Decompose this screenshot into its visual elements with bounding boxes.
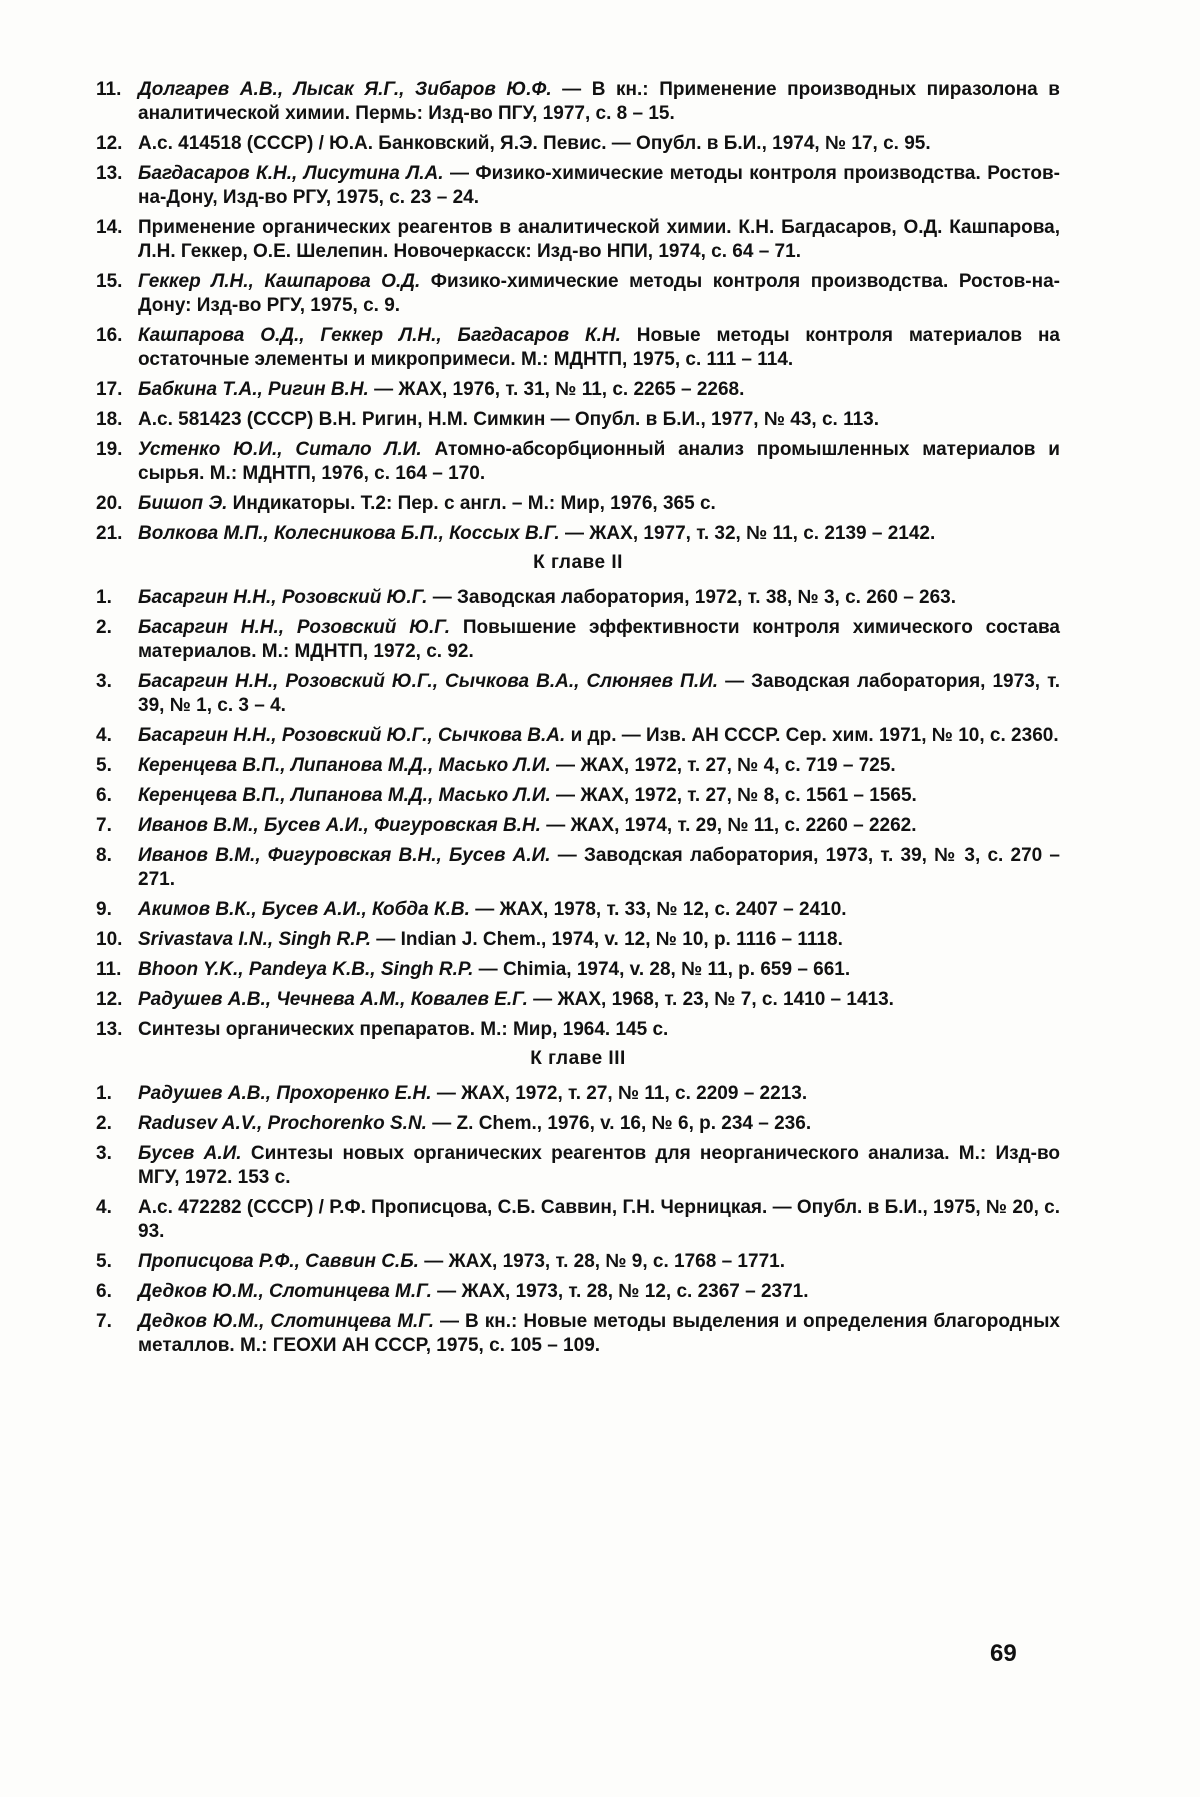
reference-number: 5. bbox=[96, 1251, 112, 1272]
reference-item bbox=[96, 1082, 1060, 1106]
reference-number: 14. bbox=[96, 217, 123, 238]
reference-text: Индикаторы. Т.2: Пер. с англ. – М.: Мир, 1976, 365 с. bbox=[227, 493, 716, 514]
reference-text: Синтезы органических препаратов. М.: Мир, 1964. 145 с. bbox=[138, 1019, 669, 1040]
reference-list bbox=[96, 78, 1060, 1358]
reference-text: А.с. 581423 (СССР) В.Н. Ригин, Н.М. Симкин — Опубл. в Б.И., 1977, № 43, с. 113. bbox=[138, 409, 880, 430]
reference-text: — ЖАХ, 1977, т. 32, № 11, с. 2139 – 2142. bbox=[559, 523, 936, 544]
reference-item bbox=[96, 438, 1060, 486]
reference-authors: Дедков Ю.М., Слотинцева М.Г. bbox=[138, 1311, 435, 1332]
reference-authors: Басаргин Н.Н., Розовский Ю.Г., Сычкова В.А. bbox=[138, 725, 566, 746]
reference-number: 2. bbox=[96, 1113, 112, 1134]
reference-number: 21. bbox=[96, 523, 123, 544]
reference-number: 12. bbox=[96, 989, 123, 1010]
reference-text: Синтезы новых органических реагентов для неорганического анализа. М.: Изд-во МГУ, 1972. 153 с. bbox=[138, 1143, 1060, 1188]
reference-number: 7. bbox=[96, 1311, 112, 1332]
reference-number: 6. bbox=[96, 1281, 112, 1302]
reference-item bbox=[96, 814, 1060, 838]
reference-number: 4. bbox=[96, 1197, 112, 1218]
reference-text: — Заводская лаборатория, 1973, т. 39, № 3, с. 270 – 271. bbox=[138, 845, 1060, 890]
reference-authors: Акимов В.К., Бусев А.И., Кобда К.В. bbox=[138, 899, 470, 920]
reference-text: Повышение эффективности контроля химического состава материалов. М.: МДНТП, 1972, с. 92. bbox=[138, 617, 1060, 662]
reference-text: — ЖАХ, 1978, т. 33, № 12, с. 2407 – 2410. bbox=[469, 899, 847, 920]
reference-authors: Radusev A.V., Prochorenko S.N. bbox=[138, 1113, 427, 1134]
reference-authors: Бусев А.И. bbox=[138, 1143, 242, 1164]
reference-text: — ЖАХ, 1973, т. 28, № 12, с. 2367 – 2371. bbox=[431, 1281, 809, 1302]
reference-text: — ЖАХ, 1973, т. 28, № 9, с. 1768 – 1771. bbox=[418, 1251, 785, 1272]
reference-item bbox=[96, 270, 1060, 318]
reference-item bbox=[96, 324, 1060, 372]
reference-item bbox=[96, 784, 1060, 808]
reference-text: — Заводская лаборатория, 1973, т. 39, № 1, с. 3 – 4. bbox=[138, 671, 1060, 716]
reference-authors: Иванов В.М., Фигуровская В.Н., Бусев А.И. bbox=[138, 845, 551, 866]
reference-item bbox=[96, 958, 1060, 982]
reference-text: — ЖАХ, 1972, т. 27, № 8, с. 1561 – 1565. bbox=[550, 785, 917, 806]
reference-authors: Керенцева В.П., Липанова М.Д., Масько Л.И. bbox=[138, 755, 551, 776]
reference-authors: Бабкина Т.А., Ригин В.Н. bbox=[138, 379, 369, 400]
reference-number: 3. bbox=[96, 671, 112, 692]
reference-number: 8. bbox=[96, 845, 112, 866]
reference-item bbox=[96, 586, 1060, 610]
reference-text: — ЖАХ, 1968, т. 23, № 7, с. 1410 – 1413. bbox=[527, 989, 894, 1010]
reference-number: 20. bbox=[96, 493, 123, 514]
reference-number: 1. bbox=[96, 1083, 112, 1104]
reference-authors: Srivastava I.N., Singh R.P. bbox=[138, 929, 372, 950]
reference-number: 12. bbox=[96, 133, 123, 154]
reference-number: 11. bbox=[96, 79, 122, 100]
reference-item bbox=[96, 1310, 1060, 1358]
reference-number: 3. bbox=[96, 1143, 112, 1164]
reference-authors: Басаргин Н.Н., Розовский Ю.Г., Сычкова В.А., Слюняев П.И. bbox=[138, 671, 719, 692]
reference-authors: Керенцева В.П., Липанова М.Д., Масько Л.И. bbox=[138, 785, 551, 806]
reference-number: 7. bbox=[96, 815, 112, 836]
reference-item bbox=[96, 1112, 1060, 1136]
reference-authors: Долгарев А.В., Лысак Я.Г., Зибаров Ю.Ф. bbox=[138, 79, 552, 100]
reference-text: А.с. 414518 (СССР) / Ю.А. Банковский, Я.Э. Певис. — Опубл. в Б.И., 1974, № 17, с. 95. bbox=[138, 133, 931, 154]
reference-number: 9. bbox=[96, 899, 112, 920]
reference-text: — В кн.: Новые методы выделения и определения благородных металлов. М.: ГЕОХИ АН СССР, 1975, с. 105 – 109. bbox=[138, 1311, 1060, 1356]
reference-authors: Волкова М.П., Колесникова Б.П., Коссых В.Г. bbox=[138, 523, 560, 544]
reference-authors: Прописцова Р.Ф., Саввин С.Б. bbox=[138, 1251, 419, 1272]
reference-text: — ЖАХ, 1972, т. 27, № 4, с. 719 – 725. bbox=[550, 755, 896, 776]
reference-item bbox=[96, 1142, 1060, 1190]
reference-number: 13. bbox=[96, 163, 123, 184]
reference-number: 16. bbox=[96, 325, 123, 346]
reference-text: — В кн.: Применение производных пиразолона в аналитической химии. Пермь: Изд-во ПГУ, 1977, с. 8 – 15. bbox=[138, 79, 1060, 124]
reference-authors: Радушев А.В., Прохоренко Е.Н. bbox=[138, 1083, 432, 1104]
reference-item bbox=[96, 1196, 1060, 1244]
reference-item bbox=[96, 616, 1060, 664]
reference-text: — Chimia, 1974, v. 28, № 11, p. 659 – 661. bbox=[473, 959, 851, 980]
reference-number: 10. bbox=[96, 929, 123, 950]
section-title: К главе II bbox=[533, 552, 623, 573]
reference-number: 5. bbox=[96, 755, 112, 776]
reference-item bbox=[96, 132, 1060, 156]
reference-authors: Bhoon Y.K., Pandeya K.B., Singh R.P. bbox=[138, 959, 474, 980]
reference-text: — Заводская лаборатория, 1972, т. 38, № 3, с. 260 – 263. bbox=[427, 587, 957, 608]
reference-item bbox=[96, 724, 1060, 748]
reference-item bbox=[96, 162, 1060, 210]
reference-text: А.с. 472282 (СССР) / Р.Ф. Прописцова, С.Б. Саввин, Г.Н. Черницкая. — Опубл. в Б.И., 1975, № 20, с. 93. bbox=[138, 1197, 1060, 1242]
reference-text: — Indian J. Chem., 1974, v. 12, № 10, p. 1116 – 1118. bbox=[371, 929, 843, 950]
reference-text: — ЖАХ, 1974, т. 29, № 11, с. 2260 – 2262. bbox=[540, 815, 917, 836]
reference-item bbox=[96, 754, 1060, 778]
reference-item bbox=[96, 844, 1060, 892]
reference-item bbox=[96, 670, 1060, 718]
reference-authors: Радушев А.В., Чечнева А.М., Ковалев Е.Г. bbox=[138, 989, 528, 1010]
reference-item bbox=[96, 928, 1060, 952]
reference-text: Физико-химические методы контроля производства. Ростов-на-Дону: Изд-во РГУ, 1975, с. 9. bbox=[138, 271, 1060, 316]
page-number: 69 bbox=[990, 1640, 1017, 1667]
reference-number: 18. bbox=[96, 409, 123, 430]
reference-number: 6. bbox=[96, 785, 112, 806]
reference-authors: Дедков Ю.М., Слотинцева М.Г. bbox=[138, 1281, 432, 1302]
reference-text: и др. — Изв. АН СССР. Сер. хим. 1971, № 10, с. 2360. bbox=[565, 725, 1059, 746]
reference-number: 2. bbox=[96, 617, 112, 638]
reference-item bbox=[96, 1250, 1060, 1274]
reference-authors: Басаргин Н.Н., Розовский Ю.Г. bbox=[138, 617, 451, 638]
reference-authors: Геккер Л.Н., Кашпарова О.Д. bbox=[138, 271, 421, 292]
reference-item bbox=[96, 78, 1060, 126]
reference-authors: Кашпарова О.Д., Геккер Л.Н., Багдасаров К.Н. bbox=[138, 325, 621, 346]
reference-item bbox=[96, 988, 1060, 1012]
reference-number: 15. bbox=[96, 271, 123, 292]
reference-item bbox=[96, 522, 1060, 546]
reference-text: Применение органических реагентов в аналитической химии. К.Н. Багдасаров, О.Д. Кашпарова, Л.Н. Геккер, О.Е. Шелепин. Новочеркасск: Изд-во НПИ, 1974, с. 64 – 71. bbox=[138, 217, 1060, 262]
reference-item bbox=[96, 378, 1060, 402]
reference-number: 19. bbox=[96, 439, 123, 460]
reference-text: Новые методы контроля материалов на остаточные элементы и микропримеси. М.: МДНТП, 1975, с. 111 – 114. bbox=[138, 325, 1060, 370]
reference-number: 1. bbox=[96, 587, 112, 608]
section-title: К главе III bbox=[530, 1048, 626, 1069]
reference-item bbox=[96, 216, 1060, 264]
reference-item bbox=[96, 408, 1060, 432]
reference-authors: Басаргин Н.Н., Розовский Ю.Г. bbox=[138, 587, 428, 608]
reference-item bbox=[96, 898, 1060, 922]
reference-number: 11. bbox=[96, 959, 122, 980]
reference-text: — ЖАХ, 1972, т. 27, № 11, с. 2209 – 2213. bbox=[431, 1083, 808, 1104]
reference-item bbox=[96, 1280, 1060, 1304]
reference-item bbox=[96, 492, 1060, 516]
reference-text: — Физико-химические методы контроля производства. Ростов-на-Дону, Изд-во РГУ, 1975, с. 23 – 24. bbox=[138, 163, 1060, 208]
reference-text: — ЖАХ, 1976, т. 31, № 11, с. 2265 – 2268. bbox=[368, 379, 745, 400]
reference-number: 17. bbox=[96, 379, 123, 400]
reference-text: Атомно-абсорбционный анализ промышленных материалов и сырья. М.: МДНТП, 1976, с. 164 – 170. bbox=[138, 439, 1060, 484]
reference-text: — Z. Chem., 1976, v. 16, № 6, p. 234 – 236. bbox=[426, 1113, 812, 1134]
reference-number: 13. bbox=[96, 1019, 123, 1040]
reference-authors: Багдасаров К.Н., Лисутина Л.А. bbox=[138, 163, 444, 184]
reference-authors: Бишоп Э. bbox=[138, 493, 228, 514]
reference-item bbox=[96, 1018, 1060, 1042]
reference-authors: Иванов В.М., Бусев А.И., Фигуровская В.Н. bbox=[138, 815, 541, 836]
reference-authors: Устенко Ю.И., Ситало Л.И. bbox=[138, 439, 422, 460]
reference-number: 4. bbox=[96, 725, 112, 746]
